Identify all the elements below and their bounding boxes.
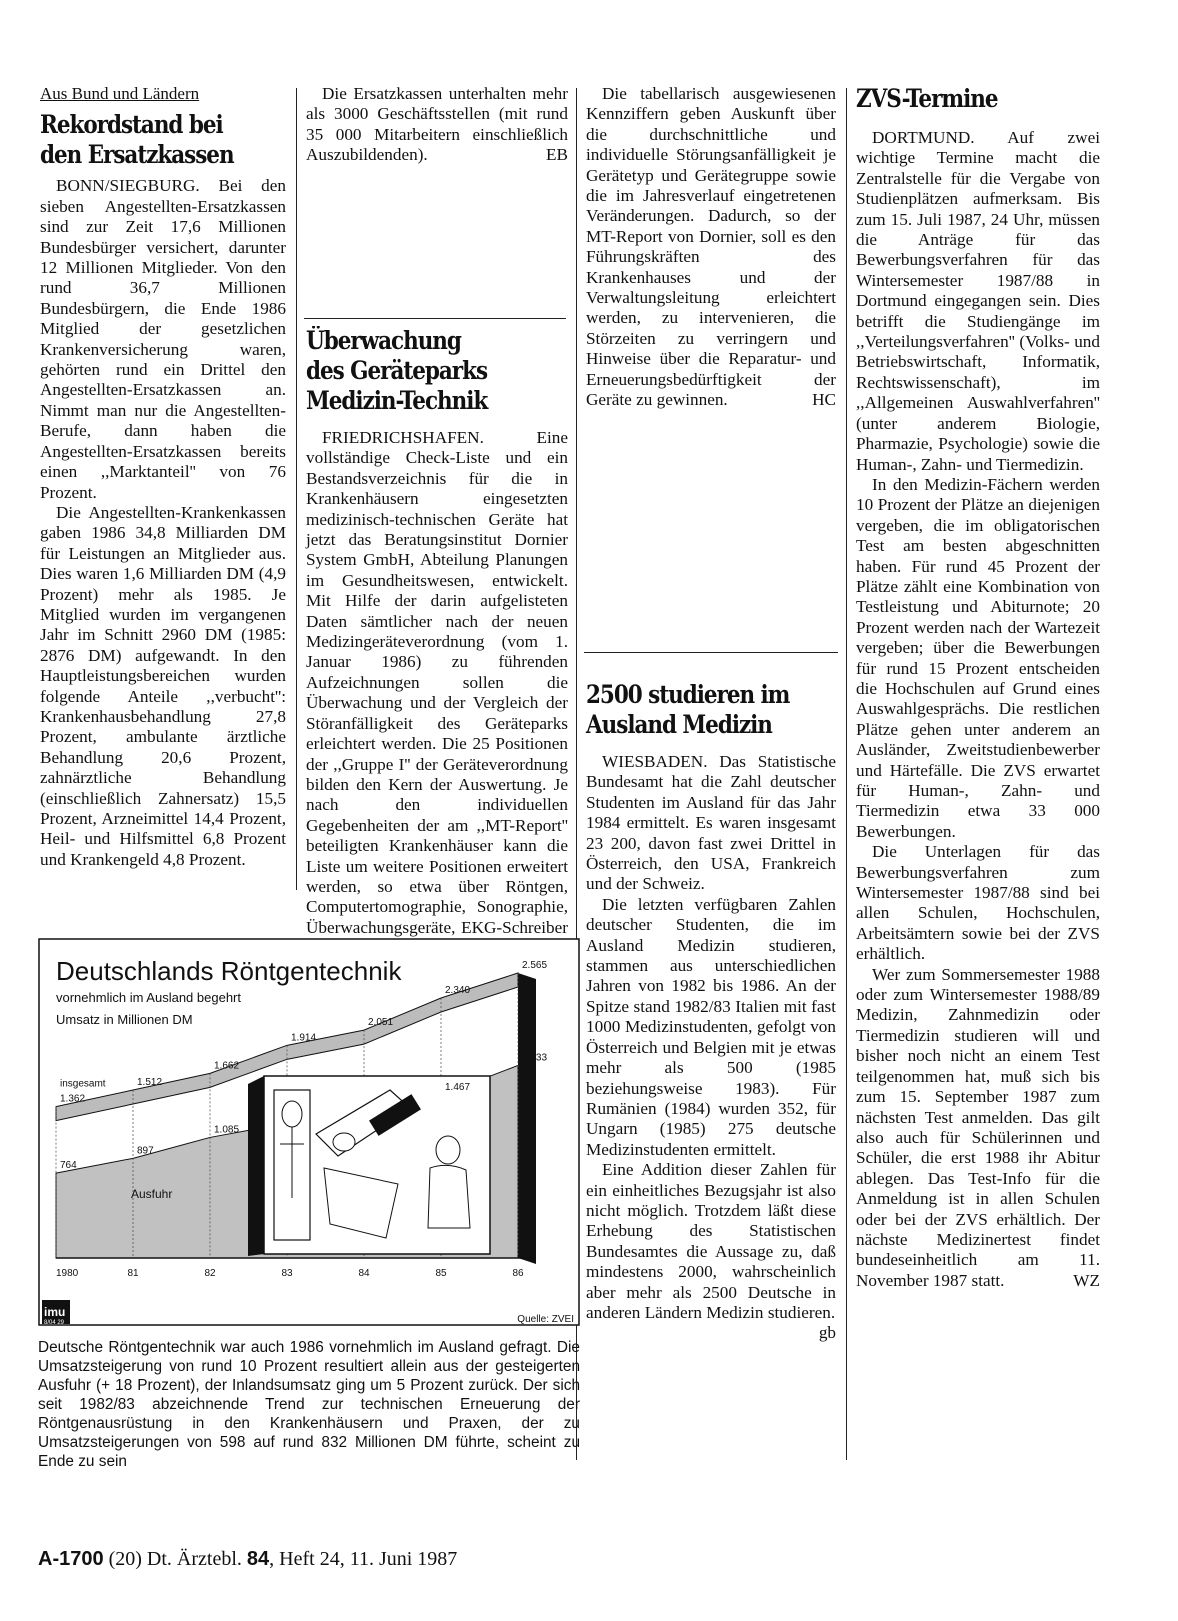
chart-source: Quelle: ZVEI [517,1314,574,1325]
author-initials: HC [812,390,836,410]
chart-canvas [38,938,580,1338]
data-label-insgesamt: 1.914 [291,1032,317,1044]
paragraph: In den Medizin-Fächern werden 10 Prozent der Plätze an diejenigen vergeben, die im obligatorischen Test am besten abgeschnitten haben. Für rund 45 Prozent der Plätze zählt eine Kombination von Testleistung und Abiturnote; 20 Prozent werden nach der Wartezeit vergeben; über die Bewerbungen für rund 15 Prozent entscheiden die Hochschulen auf Grund eines Auswahlgesprächs. Die restlichen Plätze gehen unter anderem an Ausländer, Zweitstudienbewerber und Härtefälle. Die ZVS erwartet für Human-, Zahn- und Tiermedizin etwa 33 000 Bewerbungen. [856,474,1100,841]
headline-zvs-termine: ZVS-Termine [856,84,998,113]
paragraph: Die letzten verfügbaren Zahlen deutscher Studenten, die im Ausland Medizin studieren, stammen aus unterschiedlichen Jahren von 1982 bis 1986. An der Spitze stand 1982/83 Italien mit fast 1000 Medizinstudenten, gefolgt von Österreich und Belgien mit je etwas mehr als 500 (1985 beziehungsweise 1983). Für Rumänien (1984) wurden 352, für Ungarn (1985) 275 deutsche Medizinstudenten ermittelt. [586,894,836,1159]
paragraph: FRIEDRICHSHAFEN. Eine vollständige Check-Liste und ein Bestandsverzeichnis für die in Krankenhäusern eingesetzten medizinisch-technischen Geräte hat jetzt das Beratungsinstitut Dornier System GmbH, Abteilung Planungen im Gesundheitswesen, entwickelt. Mit Hilfe der darin aufgelisteten Daten sämtlicher nach der neuen Medizingeräteverordnung (vom 1. Januar 1986) zu führenden Aufzeichnungen sollen die Überwachung und der Vergleich der Störanfälligkeit des Geräteparks erleichtert werden. Die 25 Positionen der ,,Gruppe I'' der Geräteverordnung bilden den Kern der Auswertung. Je nach den individuellen Gegebenheiten der am ,,MT-Report'' beteiligten Krankenhäuser kann die Liste um weitere Positionen erweitert werden, so etwa über Röntgen, Computertomographie, Sonographie, Überwachungsgeräte, EKG-Schreiber [306,428,568,937]
column-rule-1 [296,88,297,890]
paragraph: BONN/SIEGBURG. Bei den sieben Angestellten-Ersatzkassen sind zur Zeit 17,6 Millionen Bundesbürger versichert, darunter 12 Millionen Mitglieder. Von den rund 36,7 Millionen Bundesbürgern, die Ende 1986 Mitglied der gesetzlichen Krankenversicherung waren, gehörten rund ein Drittel den Angestellten-Ersatzkassen an. Nimmt man nur die Angestellten-Berufe, dann haben die Angestellten-Ersatzkassen bereits einen ,,Marktanteil'' von 76 Prozent. [40,176,286,502]
headline-ausland-medizin: 2500 studieren im Ausland Medizin [586,680,790,739]
paragraph: Die tabellarisch ausgewiesenen Kennziffern geben Auskunft über die durchschnittliche und individuelle Störungsanfälligkeit je Gerätetyp und Gerätegruppe sowie die im Jahresverlauf eingetretenen Veränderungen. Dadurch, so der MT-Report von Dornier, soll es den Führungskräften des Krankenhauses und der Verwaltungsleitung erleichtert werden, zu intervenieren, die Störzeiten zu verringern und Hinweise über die Reparatur- und Erneuerungsbedürftigkeit der Geräte zu gewinnen. HC [586,84,836,410]
data-label-ausfuhr: 897 [137,1145,154,1157]
figure-caption: Deutsche Röntgentechnik war auch 1986 vornehmlich im Ausland gefragt. Die Umsatzsteigerung von rund 10 Prozent resultiert allein aus der gesteigerten Ausfuhr (+ 18 Prozent), der Inlandsumsatz ging um 5 Prozent zurück. Der sich seit 1982/83 abzeichnende Trend zur technischen Erneuerung der Röntgenausrüstung in den Krankenhäusern und Praxen, der zu Umsatzsteigerungen von 598 auf rund 832 Millionen DM führte, scheint zu Ende zu sein [38,1339,580,1470]
x-tick-label: 84 [358,1268,370,1279]
paragraph: WIESBADEN. Das Statistische Bundesamt hat die Zahl deutscher Studenten im Ausland für das Jahr 1984 ermittelt. Es waren insgesamt 23 200, davon fast zwei Drittel in Österreich, den USA, Frankreich und der Schweiz. [586,752,836,894]
x-tick-label: 1980 [56,1268,79,1279]
citation-prefix: (20) Dt. Ärztebl. [108,1548,242,1570]
data-label-insgesamt: 1.662 [214,1060,240,1072]
column-rule-3 [846,88,847,1460]
paragraph: Eine Addition dieser Zahlen für ein einheitliches Bezugsjahr ist also nicht möglich. Trotzdem läßt diese Erhebung des Statistischen Bundesamtes die Aussage zu, daß mindestens 2000, wahrscheinlich aber mehr als 2500 Deutsche in anderen Ländern Medizin studieren. gb [586,1160,836,1343]
x-tick-label: 81 [127,1268,139,1279]
article-geraetepark [306,326,568,959]
series-label-insgesamt: insgesamt [60,1078,106,1090]
data-label-ausfuhr: 764 [60,1160,77,1172]
article-ausland-medizin [586,680,836,1344]
article-ersatzkassen [40,84,286,870]
column-3 [586,84,836,411]
data-label-ausfuhr: 1.733 [522,1052,548,1064]
paragraph: Die Unterlagen für das Bewerbungsverfahren zum Wintersemester 1987/88 sind bei allen Schulen, Hochschulen, Arbeitsämtern sowie bei der ZVS erhältlich. [856,842,1100,964]
data-label-ausfuhr: 1.467 [445,1082,471,1093]
author-initials: EB [546,145,568,165]
data-label-insgesamt: 1.362 [60,1093,86,1105]
x-tick-label: 85 [435,1268,447,1279]
data-label-insgesamt: 2.051 [368,1017,394,1029]
headline-ersatzkassen: Rekordstand bei den Ersatzkassen [40,110,234,170]
chart-roentgentechnik [38,938,580,1338]
chart-unit-label: Umsatz in Millionen DM [56,1012,193,1027]
data-label-ausfuhr: 1.085 [214,1124,240,1136]
citation-suffix: , Heft 24, 11. Juni 1987 [269,1548,458,1570]
imu-logo-text: imu [44,1305,66,1319]
paragraph: Die Ersatzkassen unterhalten mehr als 3000 Geschäftsstellen (mit rund 35 000 Mitarbeitern einschließlich Auszubildenden). EB [306,84,568,165]
chart-title: Deutschlands Röntgentechnik [56,956,402,986]
paragraph: Wer zum Sommersemester 1988 oder zum Wintersemester 1988/89 Medizin, Zahnmedizin oder Tiermedizin studieren will und bisher noch nicht an einem Test teilgenommen hat, muß sich bis zum 15. September 1987 zum nächsten Test anmelden. Das gilt also auch für Schülerinnen und Schüler, die erst 1988 ihr Abitur ablegen. Das Test-Info für die Anmeldung ist in allen Schulen oder bei der ZVS erhältlich. Der nächste Medizinertest findet bundeseinheitlich am 11. November 1987 statt. WZ [856,964,1100,1290]
author-initials: WZ [1073,1270,1100,1290]
imu-code: 8/04 29 [44,1320,65,1326]
chart-end-face [518,973,536,1264]
column-2 [306,84,568,166]
data-label-insgesamt: 2.340 [445,985,471,996]
paragraph: DORTMUND. Auf zwei wichtige Termine macht die Zentralstelle für die Vergabe von Studienplätzen aufmerksam. Bis zum 15. Juli 1987, 24 Uhr, müssen die Anträge für das Bewerbungsverfahren für das Wintersemester 1987/88 in Dortmund eingegangen sein. Dies betrifft die Studiengänge im ,,Verteilungsverfahren'' (Volks- und Betriebswirtschaft, Informatik, Rechtswissenschaft), im ,,Allgemeinen Auswahlverfahren'' (unter anderem Biologie, Pharmazie, Psychologie) sowie die Human-, Zahn- und Tiermedizin. [856,128,1100,474]
x-tick-label: 86 [512,1268,524,1279]
article3-top-rule [584,652,838,653]
page-number: A-1700 [38,1548,104,1570]
x-tick-label: 83 [281,1268,293,1279]
page-footer [38,1548,457,1571]
article2-top-rule [304,318,566,319]
author-initials: gb [818,1323,836,1343]
chart-subtitle: vornehmlich im Ausland begehrt [56,990,241,1005]
article-zvs-termine [856,84,1100,1291]
xray-illustration [248,1076,490,1256]
section-rubric: Aus Bund und Ländern [40,84,200,103]
data-label-insgesamt: 2.565 [522,960,548,971]
data-label-insgesamt: 1.512 [137,1077,163,1088]
series-label-ausfuhr: Ausfuhr [131,1187,173,1201]
volume-number: 84 [246,1548,270,1570]
x-tick-label: 82 [204,1268,216,1279]
paragraph: Die Angestellten-Krankenkassen gaben 1986 34,8 Milliarden DM für Leistungen an Mitglieder aus. Dies waren 1,6 Milliarden DM (4,9 Prozent) mehr als 1985. Je Mitglied wurden im vergangenen Jahr im Schnitt 2960 DM (1985: 2876 DM) aufgewandt. In den Hauptleistungsbereichen wurden folgende Anteile ,,verbucht'': Krankenhausbehandlung 27,8 Prozent, ambulante ärztliche Behandlung 20,6 Prozent, zahnärztliche Behandlung (einschließlich Zahnersatz) 15,5 Prozent, Arzneimittel 14,4 Prozent, Heil- und Hilfsmittel 6,8 Prozent und Krankengeld 4,8 Prozent. [40,502,286,869]
headline-geraetepark: Überwachung des Geräteparks Medizin-Technik [306,326,488,415]
